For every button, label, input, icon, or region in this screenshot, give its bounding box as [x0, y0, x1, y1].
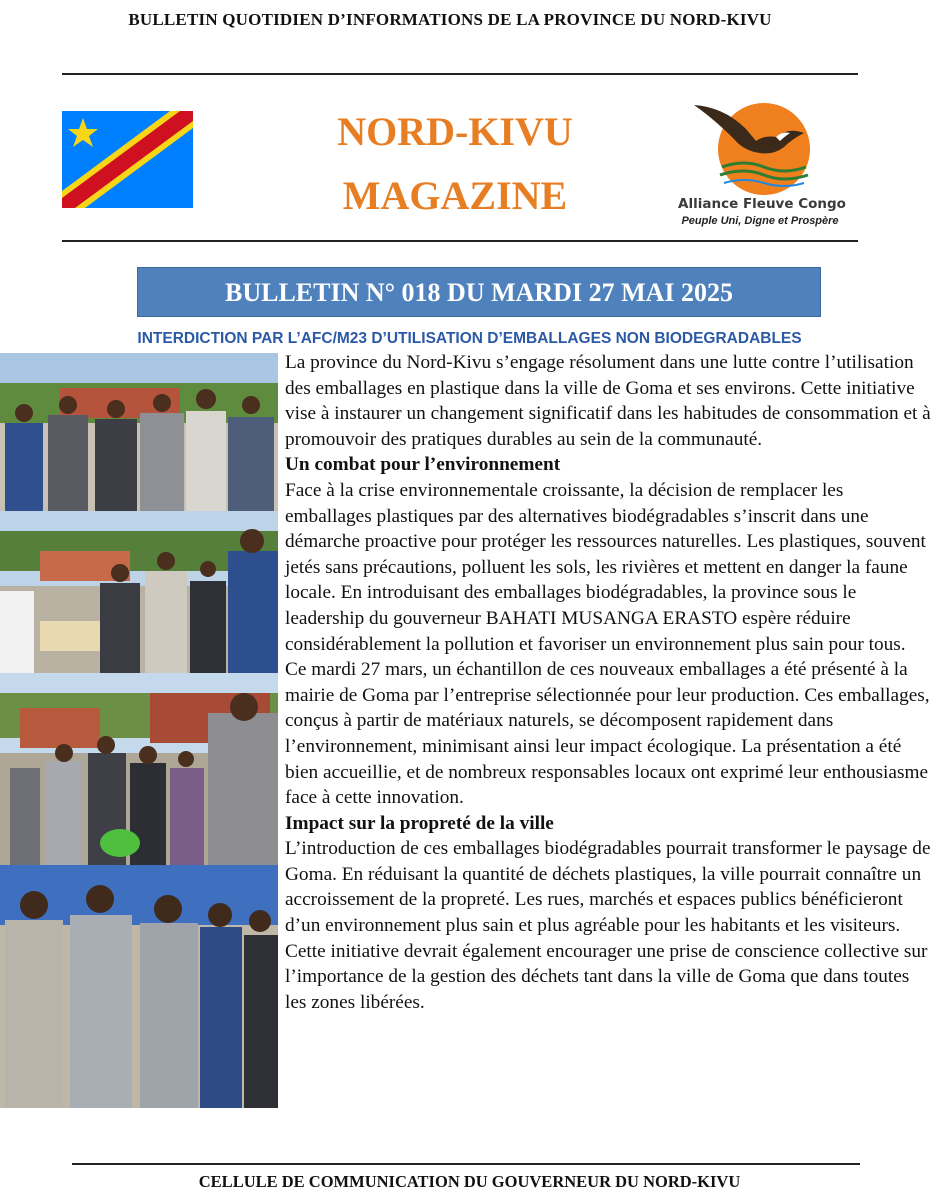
- section2-paragraph-1: L’introduction de ces emballages biodégradables pourrait transformer le paysage de Goma. En réduisant la quantité de déchets plastiques, la ville pourrait connaître un accroissement de la propreté. Les rues, marchés et espaces publics bénéficieront d’un environnement plus sain et plus agréable pour les habitants et les visiteurs. Cette initiative devrait également encourager une prise de conscience collective sur l’importance de la gestion des déchets tant dans la ville de Goma que dans toutes les zones libérées.: [285, 838, 931, 1013]
- section-heading-proprete: Impact sur la propreté de la ville: [285, 812, 554, 834]
- article-intro: La province du Nord-Kivu s’engage résolument dans une lutte contre l’utilisation des emballages en plastique dans la ville de Goma et ses environs. Cette initiative vise à instaurer un changement significatif dans les habitudes de consommation et à promouvoir des pratiques durables au sein de la communauté.: [285, 352, 931, 450]
- section1-paragraph-1: Face à la crise environnementale croissante, la décision de remplacer les emballages plastiques par des alternatives biodégradables s’inscrit dans une démarche proactive pour protéger les ressources naturelles. Les plastiques, souvent jetés sans précautions, polluent les sols, les rivières et mettent en danger la faune locale. En introduisant des emballages biodégradables, la province sous le leadership du gouverneur BAHATI MUSANGA ERASTO espère réduire considérablement la pollution et favoriser un environnement plus sain pour tous.: [285, 479, 926, 655]
- logo-name: Alliance Fleuve Congo: [678, 196, 846, 212]
- section-heading-environment: Un combat pour l’environnement: [285, 454, 561, 476]
- magazine-title-line1: NORD-KIVU: [337, 109, 573, 154]
- drc-flag-icon: [62, 111, 193, 208]
- event-photo-3: [0, 673, 278, 865]
- event-photo-1: [0, 353, 278, 511]
- event-photo-4: [0, 865, 278, 1108]
- logo-slogan: Peuple Uni, Digne et Prospère: [681, 215, 839, 227]
- top-divider: [62, 73, 858, 75]
- article-body: [285, 350, 933, 1015]
- event-photo-2: [0, 511, 278, 673]
- footer-text: CELLULE DE COMMUNICATION DU GOUVERNEUR DU NORD-KIVU: [198, 1172, 741, 1191]
- section1-paragraph-2: Ce mardi 27 mars, un échantillon de ces nouveaux emballages a été présenté à la mairie de Goma par l’entreprise sélectionnée pour leur production. Ces emballages, conçus à partir de matériaux naturels, se décomposent rapidement dans l’environnement, minimisant ainsi leur impact écologique. La présentation a été bien accueillie, et de nombreux responsables locaux ont exprimé leur enthousiasme face à cette innovation.: [285, 659, 930, 809]
- article-headline: INTERDICTION PAR L’AFC/M23 D’UTILISATION D’EMBALLAGES NON BIODEGRADABLES: [137, 330, 802, 347]
- footer-divider: [72, 1163, 860, 1165]
- bulletin-top-title: BULLETIN QUOTIDIEN D’INFORMATIONS DE LA PROVINCE DU NORD-KIVU: [128, 10, 772, 29]
- bulletin-banner: BULLETIN N° 018 DU MARDI 27 MAI 2025: [137, 267, 821, 317]
- magazine-title-line2: MAGAZINE: [342, 173, 568, 218]
- header-divider: [62, 240, 858, 242]
- magazine-title: [290, 100, 620, 228]
